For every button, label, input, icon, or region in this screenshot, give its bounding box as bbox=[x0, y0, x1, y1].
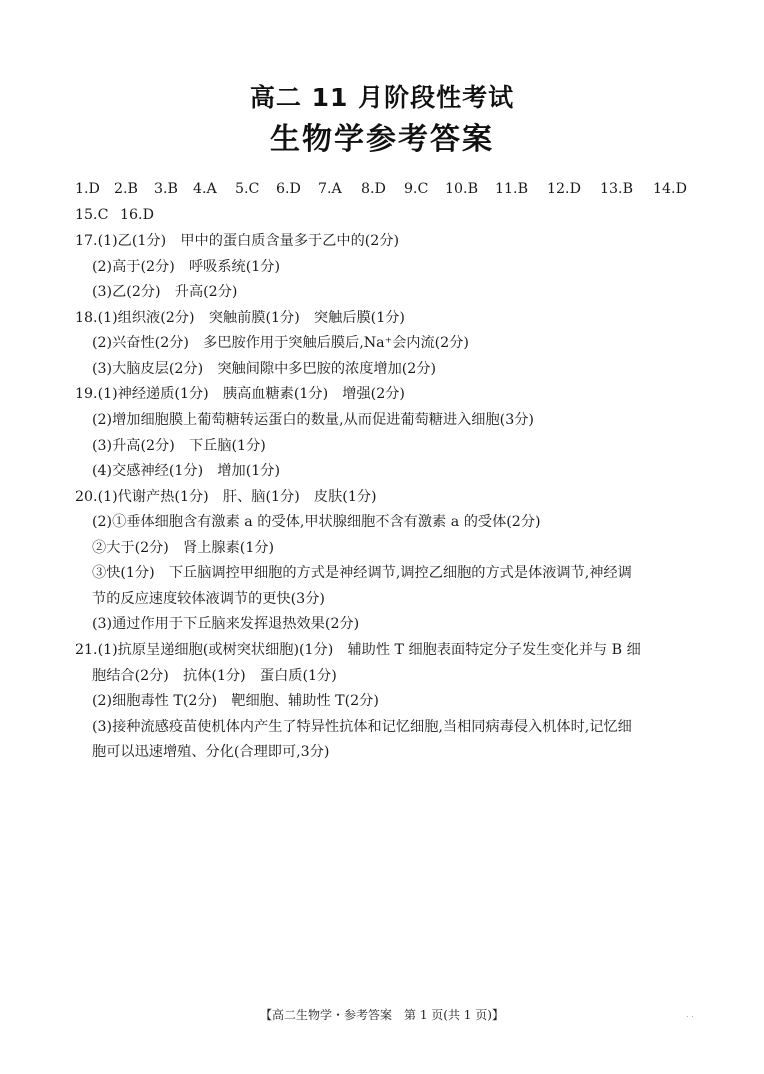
answer-21-part1: 21.(1)抗原呈递细胞(或树突状细胞)(1分) 辅助性 T 细胞表面特定分子发生变化并与 B 细 bbox=[75, 642, 641, 658]
page-title-line1: 高二 11 月阶段性考试 bbox=[249, 83, 515, 112]
choice-answer: 1.D bbox=[75, 181, 100, 197]
answer-21-part2: 胞结合(2分) 抗体(1分) 蛋白质(1分) bbox=[92, 668, 337, 684]
answer-20-part5: 节的反应速度较体液调节的更快(3分) bbox=[92, 591, 325, 607]
answer-19-part1: 19.(1)神经递质(1分) 胰高血糖素(1分) 增强(2分) bbox=[75, 386, 405, 402]
choice-answer: 8.D bbox=[361, 181, 386, 197]
answer-17-part3: (3)乙(2分) 升高(2分) bbox=[92, 284, 238, 300]
answer-19-part4: (4)交感神经(1分) 增加(1分) bbox=[92, 463, 280, 479]
choice-answer: 10.B bbox=[445, 181, 478, 197]
choice-answer: 4.A bbox=[193, 181, 217, 197]
answer-20-part4: ③快(1分) 下丘脑调控甲细胞的方式是神经调节,调控乙细胞的方式是体液调节,神经调 bbox=[92, 565, 632, 581]
choice-answer: 15.C bbox=[75, 207, 109, 223]
answer-17-part2: (2)高于(2分) 呼吸系统(1分) bbox=[92, 259, 280, 275]
scan-mark: . . bbox=[686, 1010, 694, 1019]
answer-20-part6: (3)通过作用于下丘脑来发挥退热效果(2分) bbox=[92, 616, 360, 632]
choice-answer-row-2 bbox=[75, 205, 715, 225]
page-footer: 【高二生物学・参考答案 第 1 页(共 1 页)】 bbox=[260, 1008, 504, 1022]
choice-answer: 16.D bbox=[120, 207, 154, 223]
answer-21-part5: 胞可以迅速增殖、分化(合理即可,3分) bbox=[92, 744, 330, 760]
choice-answer: 12.D bbox=[547, 181, 581, 197]
choice-answer: 6.D bbox=[276, 181, 301, 197]
choice-answer: 11.B bbox=[495, 181, 528, 197]
answer-19-part2: (2)增加细胞膜上葡萄糖转运蛋白的数量,从而促进葡萄糖进入细胞(3分) bbox=[92, 412, 534, 428]
choice-answer-row-1 bbox=[75, 179, 715, 199]
answer-17-part1: 17.(1)乙(1分) 甲中的蛋白质含量多于乙中的(2分) bbox=[75, 233, 400, 249]
choice-answer: 13.B bbox=[600, 181, 633, 197]
answer-21-part3: (2)细胞毒性 T(2分) 靶细胞、辅助性 T(2分) bbox=[92, 693, 379, 709]
choice-answer: 14.D bbox=[653, 181, 687, 197]
answer-20-part3: ②大于(2分) 肾上腺素(1分) bbox=[92, 540, 275, 556]
answer-18-part2: (2)兴奋性(2分) 多巴胺作用于突触后膜后,Na⁺会内流(2分) bbox=[92, 335, 469, 351]
answer-18-part1: 18.(1)组织液(2分) 突触前膜(1分) 突触后膜(1分) bbox=[75, 310, 405, 326]
choice-answer: 2.B bbox=[114, 181, 138, 197]
choice-answer: 9.C bbox=[404, 181, 429, 197]
answer-19-part3: (3)升高(2分) 下丘脑(1分) bbox=[92, 438, 266, 454]
answer-21-part4: (3)接种流感疫苗使机体内产生了特异性抗体和记忆细胞,当相同病毒侵入机体时,记忆细 bbox=[92, 719, 632, 735]
page-title-line2: 生物学参考答案 bbox=[270, 122, 494, 157]
choice-answer: 7.A bbox=[318, 181, 342, 197]
choice-answer: 3.B bbox=[154, 181, 178, 197]
answer-20-part2: (2)①垂体细胞含有激素 a 的受体,甲状腺细胞不含有激素 a 的受体(2分) bbox=[92, 514, 541, 530]
answer-18-part3: (3)大脑皮层(2分) 突触间隙中多巴胺的浓度增加(2分) bbox=[92, 361, 437, 377]
answer-20-part1: 20.(1)代谢产热(1分) 肝、脑(1分) 皮肤(1分) bbox=[75, 489, 377, 505]
choice-answer: 5.C bbox=[235, 181, 260, 197]
